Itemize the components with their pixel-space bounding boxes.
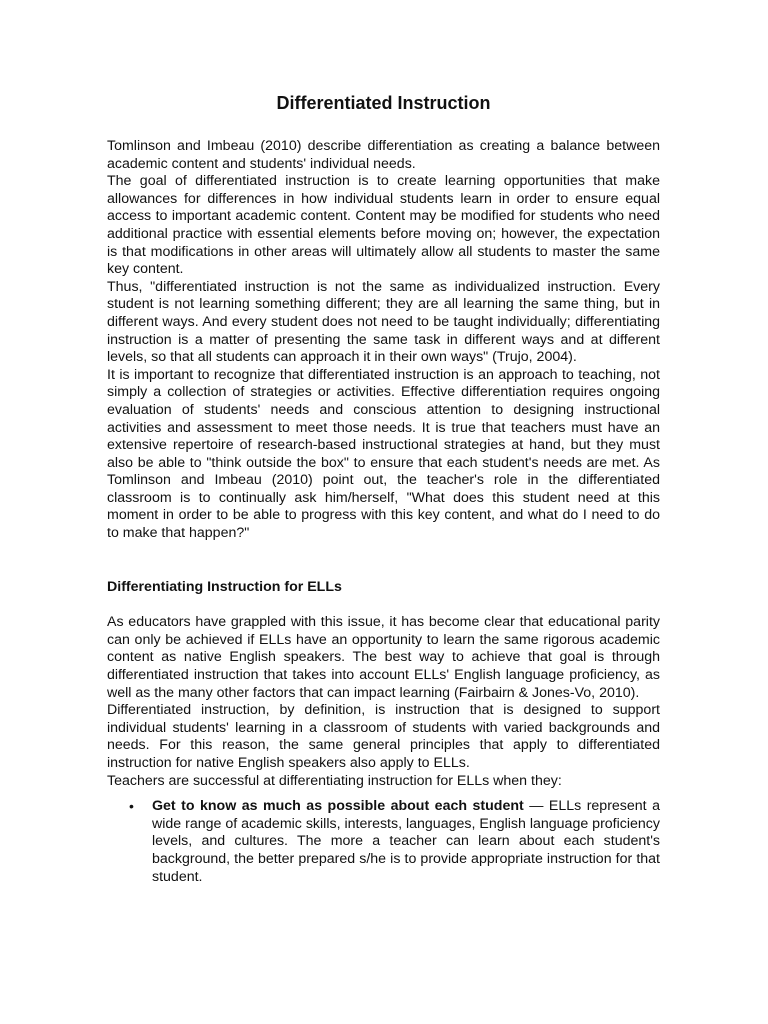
paragraph-approach: It is important to recognize that differentiated instruction is an approach to teaching, not simply a collection of strategies or activities. Effective differentiation requires ongoing evaluation of students' needs and conscious attention to designing instructional activities and assessment to meet those needs. It is true that teachers must have an extensive repertoire of research-based instructional strategies at hand, but they must also be able to "think outside the box" to ensure that each student's needs are met. As Tomlinson and Imbeau (2010) point out, the teacher's role in the differentiated classroom is to continually ask him/herself, "What does this student need at this moment in order to be able to progress with this key content, and what do I need to do to make that happen?"	[107, 366, 660, 542]
paragraph-success-intro: Teachers are successful at differentiating instruction for ELLs when they:	[107, 772, 562, 789]
section-heading-ells: Differentiating Instruction for ELLs	[107, 578, 342, 595]
bullet-icon: •	[129, 798, 134, 815]
document-page	[107, 92, 660, 886]
list-item	[107, 798, 660, 886]
document-title: Differentiated Instruction	[276, 93, 491, 113]
paragraph-parity: As educators have grappled with this issue, it has become clear that educational parity can only be achieved if ELLs have an opportunity to learn the same rigorous academic content as native English speakers. The best way to achieve that goal is through differentiated instruction that takes into account ELLs' English language proficiency, as well as the many other factors that can impact learning (Fairbairn & Jones-Vo, 2010).	[107, 614, 660, 701]
bullet-text: — ELLs represent a wide range of academic skills, interests, languages, English language proficiency levels, and cultures. The more a teacher can learn about each student's background, the better prepared s/he is to provide appropriate instruction for that student.	[152, 798, 660, 885]
bullet-list	[107, 798, 660, 886]
paragraph-intro: Tomlinson and Imbeau (2010) describe differentiation as creating a balance between academic content and students' individual needs.	[107, 138, 660, 172]
paragraph-quote: Thus, "differentiated instruction is not the same as individualized instruction. Every student is not learning something different; they are all learning the same thing, but in different ways. And every student does not need to be taught individually; differentiating instruction is a matter of presenting the same task in different ways and at different levels, so that all students can approach it in their own ways" (Trujo, 2004).	[107, 278, 660, 366]
paragraph-definition: Differentiated instruction, by definition, is instruction that is designed to support individual students' learning in a classroom of students with varied backgrounds and needs. For this reason, the same general principles that apply to differentiated instruction for native English speakers also apply to ELLs.	[107, 702, 660, 771]
paragraph-goal: The goal of differentiated instruction is to create learning opportunities that make allowances for differences in how individual students learn in order to ensure equal access to important academic content. Content may be modified for students who need additional practice with essential elements before moving on; however, the expectation is that modifications in other areas will ultimately allow all students to master the same key content.	[107, 173, 660, 278]
bullet-bold-lead: Get to know as much as possible about each student	[152, 798, 524, 815]
